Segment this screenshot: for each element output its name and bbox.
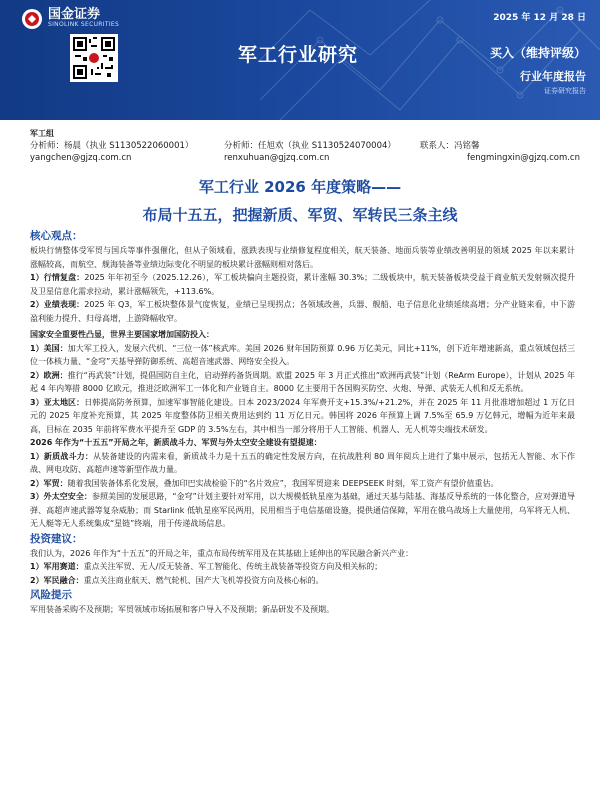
qr-center-icon	[87, 51, 101, 65]
report-subtitle: 布局十五五，把握新质、军贸、军转民三条主线	[142, 206, 458, 224]
paragraph: 加大军工投入，发展六代机、“三位一体”核武库。美国 2026 财年国防预算 0.96 万亿美元，同比+11%，创下近年增速新高，重点领域包括三位一体核力量、“金穹”天基导弹防御系统、高超音速武器、网络安全投入。	[30, 343, 575, 366]
contact-person: 联系人：冯铭馨	[420, 141, 480, 151]
report-subtype: 证券研究报告	[544, 87, 586, 95]
paragraph: 板块行情整体受军贸与国兵等事件强催化，但从子领域看，涨跌表现与业绩修复程度相关，航天装备、地面兵装等业绩改善明显的领域 2025 年以来累计涨幅较高，而航空、舰海装备等业绩边际变化不明显的板块累计涨幅则相对落后。	[30, 246, 575, 269]
paragraph: 重点关注商业航天、燃气轮机、国产大飞机等投资方向及核心标的。	[83, 575, 324, 585]
para-key: 1）美国：	[30, 343, 68, 353]
sinolink-logo-icon	[22, 9, 42, 29]
analyst-2-email[interactable]: renxuhuan@gjzq.com.cn	[224, 153, 330, 163]
para-key: 1）新质战斗力：	[30, 451, 94, 461]
report-type: 行业年度报告	[520, 70, 586, 83]
paragraph: 推行“再武装”计划，提倡国防自主化，启动弹药备货周期。欧盟 2025 年 3 月正式推出“欧洲再武装”计划（ReArm Europe），计划从 2025 年起 4 年内筹措 8000 亿欧元，推进泛欧洲军工一体化和产业链自主。8000 亿主要用于各国购买防空、火炮、导弹、武装无人机和反无系统。	[30, 370, 575, 393]
para-key: 3）外太空安全：	[30, 492, 92, 501]
section-core-views: 核心观点：	[30, 230, 83, 242]
paragraph: 从装备建设的内需来看，新质战斗力是十五五的确定性发展方向，在抗战胜利 80 周年阅兵上进行了集中展示，包括无人智能、水下作战、网电攻防、高超声速等新型作战力量。	[30, 451, 575, 474]
paragraph: 随着我国装备体系化发展，叠加印巴实战检验下的“名片效应”，我国军贸迎来 DEEPSEEK 时刻，军工资产有望价值重估。	[67, 478, 499, 488]
sub-heading: 国家安全重要性凸显，世界主要国家增加国防投入：	[30, 330, 214, 339]
paragraph: 日韩提高防务预算，加速军事智能化建设。日本 2023/2024 年军费开支+15.3%/+21.2%，并在 2025 年 11 月批准增加超过 1 万亿日元的 2025 年度补充预算，其 2025 年度整体防卫相关费用达到约 11 万亿日元。韩国将 2026 年预算上调 7.5%至 65.9 万亿韩元，增幅为近年来最高，目标在 2035 年前将军费水平提升至 GDP 的 3.5%左右，其中相当一部分将用于人工智能、机器人、无人机等尖端技术研发。	[30, 397, 575, 434]
analyst-1: 分析师：杨晨（执业 S1130522060001）	[30, 141, 194, 151]
paragraph: 2025 年年初至今（2025.12.26），军工板块偏向主题投资，累计涨幅 30.3%；二级板块中，航天装备板块受益于商业航天发射频次提升及卫星信息化需求拉动，累计涨幅领先，+113.6%。	[30, 273, 575, 296]
paragraph: 2025 年 Q3，军工板块整体景气度恢复，业绩已呈现拐点；各领域改善，兵器、舰船、电子信息化业绩延续高增；分产业链来看，中下游盈利能力提升、归母高增，上游降幅收窄。	[30, 300, 575, 323]
logo-text-en: SINOLINK SECURITIES	[48, 21, 120, 28]
logo-text-cn: 国金证券	[48, 7, 101, 22]
para-key: 1）行情复盘：	[30, 273, 85, 282]
team-name: 军工组	[30, 129, 54, 138]
report-body	[30, 228, 575, 617]
rating-badge: 买入（维持评级）	[489, 46, 586, 60]
paragraph: 重点关注军贸、无人/反无装备、军工智能化、传统主战装备等投资方向及相关标的；	[83, 562, 383, 571]
paragraph: 军用装备采购不及预期；军贸领域市场拓展和客户导入不及预期；新品研发不及预期。	[30, 605, 334, 614]
section-investment: 投资建议：	[30, 532, 83, 545]
para-key: 2）业绩表现：	[30, 300, 85, 309]
analyst-block	[30, 128, 580, 164]
analyst-1-email[interactable]: yangchen@gjzq.com.cn	[30, 153, 132, 163]
report-title: 军工行业 2026 年度策略——	[198, 178, 402, 196]
company-logo	[22, 8, 119, 29]
paragraph: 我们认为，2026 年作为“十五五”的开局之年，重点布局传统军用及在其基础上延伸出的军民融合新兴产业：	[30, 548, 414, 558]
contact-email[interactable]: fengmingxin@gjzq.com.cn	[467, 153, 580, 163]
para-key: 2）欧洲：	[30, 370, 68, 380]
paragraph: 参照美国的发展思路，“金穹”计划主要针对军用，以大规模低轨星座为基础，通过天基与陆基、海基反导系统的一体化整合，应对弹道导弹、高超声速武器等复杂威胁；而 Starlink 低轨星座军民两用，民用相当于电信基础设施，提供通信保障，军用在俄乌战场上大量使用，乌军将无人机、无人艇等无人系统集成“星链”终端，用于传递战场信息。	[30, 492, 575, 528]
section-risk: 风险提示	[30, 589, 72, 601]
para-key: 1）军用赛道：	[30, 562, 84, 571]
para-key: 2）军民融合：	[30, 575, 84, 585]
analyst-2: 分析师：任旭欢（执业 S1130524070004）	[224, 141, 396, 151]
para-key: 2）军贸：	[30, 478, 68, 488]
report-header	[0, 0, 600, 120]
sub-heading: 2026 年作为“十五五”开局之年，新质战斗力、军贸与外太空安全建设有望提速：	[30, 438, 322, 447]
para-key: 3）亚太地区：	[30, 397, 85, 407]
report-date: 2025 年 12 月 28 日	[493, 13, 586, 23]
report-category-title: 军工行业研究	[238, 44, 359, 66]
